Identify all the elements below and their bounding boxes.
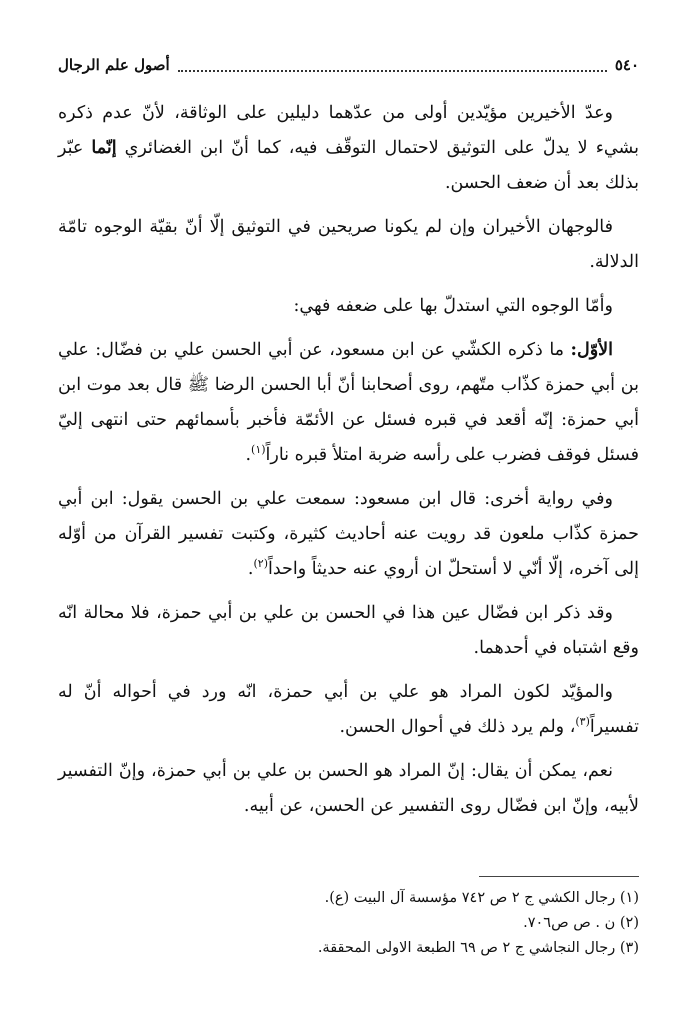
paragraph: والمؤيّد لكون المراد هو علي بن أبي حمزة، انّه ورد في أحواله أنّ له تفسيراً$^{(٣)}$، ولم يرد ذلك في أحوال الحسن. <box>58 682 639 737</box>
paragraph: نعم، يمكن أن يقال: إنّ المراد هو الحسن بن علي بن أبي حمزة، وإنّ التفسير لأبيه، وإنّ ابن فضّال روى التفسير عن الحسن، عن أبيه. <box>58 761 639 816</box>
main-text <box>58 96 639 833</box>
footnote: (٢) ن . ص ص٧٠٦. <box>523 915 639 931</box>
paragraph: وأمّا الوجوه التي استدلّ بها على ضعفه فهي: <box>293 296 613 316</box>
footnote-ref[interactable]: (٣) <box>575 715 590 729</box>
paragraph: وفي رواية أخرى: قال ابن مسعود: سمعت علي بن الحسن يقول: ابن أبي حمزة كذّاب ملعون قد رويت عنه أحاديث كثيرة، وكتبت تفسير القرآن من أوّله إلى آخره، إلّا أنّي لا أستحلّ ان أروي عنه حديثاً واحداً$^{(٢)}$. <box>58 489 639 579</box>
paragraph: وعدّ الأخيرين مؤيّدين أولى من عدّهما دليلين على الوثاقة، لأنّ عدم ذكره بشيء لا يدلّ على التوثيق لاحتمال التوقّف فيه، كما أنّ ابن الغضائري إنّما عبّر بذلك بعد أن ضعف الحسن. <box>58 103 639 193</box>
book-title: أصول علم الرجال <box>58 56 170 74</box>
section-label: الأوّل: <box>570 340 613 360</box>
footnote-ref[interactable]: (١) <box>251 443 266 457</box>
footnote: (٣) رجال النجاشي ج ٢ ص ٦٩ الطبعة الاولى المحققة. <box>317 940 639 956</box>
paragraph: الأوّل: ما ذكره الكشّي عن ابن مسعود، عن أبي الحسن علي بن فضّال: علي بن أبي حمزة كذّاب متّهم، روى أصحابنا أنّ أبا الحسن الرضا ﷺ قال بعد موت ابن أبي حمزة: إنّه أقعد في قبره فسئل عن الأئمّة فأخبر بأسمائهم حتى انتهى إليّ فسئل فوقف فضرب على رأسه ضربة امتلأ قبره ناراً$^{(١)}$. <box>58 340 639 465</box>
page-number: ٥٤٠ <box>614 56 639 74</box>
footnote: (١) رجال الكشي ج ٢ ص ٧٤٢ مؤسسة آل البيت (ع). <box>324 890 639 906</box>
header-dot-leader <box>178 58 607 72</box>
footnote-ref[interactable]: (٢) <box>253 557 268 571</box>
paragraph: فالوجهان الأخيران وإن لم يكونا صريحين في التوثيق إلّا أنّ بقيّة الوجوه تامّة الدلالة. <box>58 217 639 272</box>
footnotes <box>58 886 639 961</box>
paragraph: وقد ذكر ابن فضّال عين هذا في الحسن بن علي بن أبي حمزة، فلا محالة انّه وقع اشتباه في أحدهما. <box>58 603 639 658</box>
running-header <box>58 52 639 78</box>
footnote-divider <box>479 876 639 877</box>
